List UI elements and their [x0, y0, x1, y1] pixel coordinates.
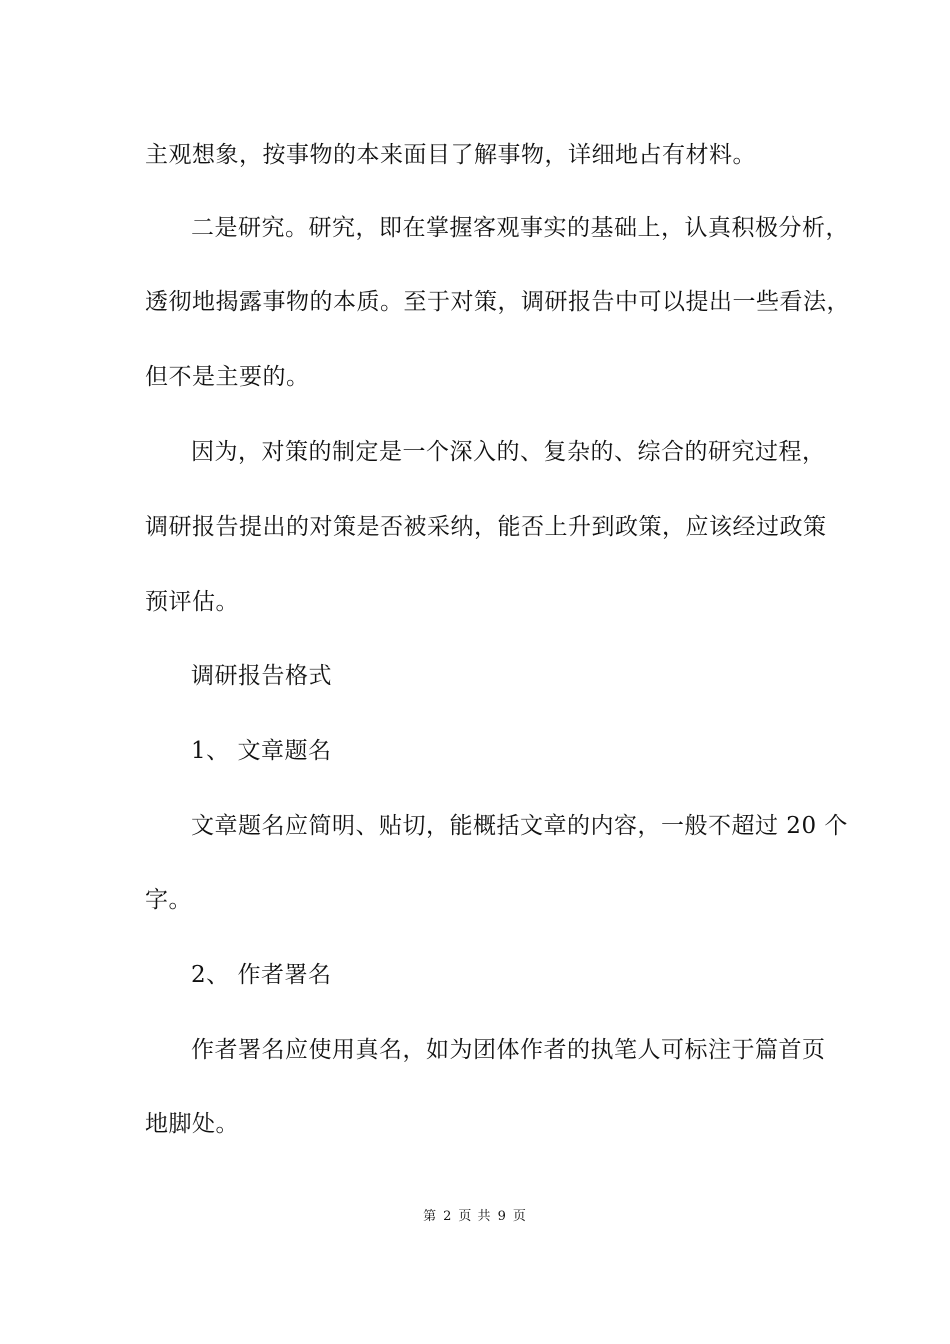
paragraph-line: 调研报告提出的对策是否被采纳，能否上升到政策，应该经过政策 — [145, 514, 827, 540]
paragraph-line: 预评估。 — [145, 589, 239, 615]
page-footer — [0, 1208, 950, 1226]
paragraph-line: 主观想象，按事物的本来面目了解事物，详细地占有材料。 — [145, 142, 756, 168]
paragraph-line: 字。 — [145, 887, 192, 913]
footer-prefix: 第 — [423, 1209, 438, 1224]
paragraph-line: 作者署名应使用真名，如为团体作者的执笔人可标注于篇首页 — [191, 1037, 826, 1063]
footer-middle: 页 共 — [458, 1209, 492, 1224]
numbered-heading: 1、 文章题名 — [191, 738, 332, 764]
paragraph-line: 二是研究。研究，即在掌握客观事实的基础上，认真积极分析， — [191, 215, 849, 241]
paragraph-line: 地脚处。 — [145, 1111, 239, 1137]
footer-suffix: 页 — [512, 1209, 527, 1224]
paragraph-line: 但不是主要的。 — [145, 364, 310, 390]
paragraph-line: 透彻地揭露事物的本质。至于对策，调研报告中可以提出一些看法， — [145, 289, 850, 315]
paragraph-line: 因为，对策的制定是一个深入的、复杂的、综合的研究过程， — [191, 439, 826, 465]
footer-page-number: 2 — [443, 1209, 453, 1224]
section-heading: 调研报告格式 — [191, 663, 332, 689]
paragraph-line: 文章题名应简明、贴切，能概括文章的内容，一般不超过 20 个 — [191, 813, 848, 839]
footer-total-pages: 9 — [497, 1209, 507, 1224]
numbered-heading: 2、 作者署名 — [191, 962, 332, 988]
